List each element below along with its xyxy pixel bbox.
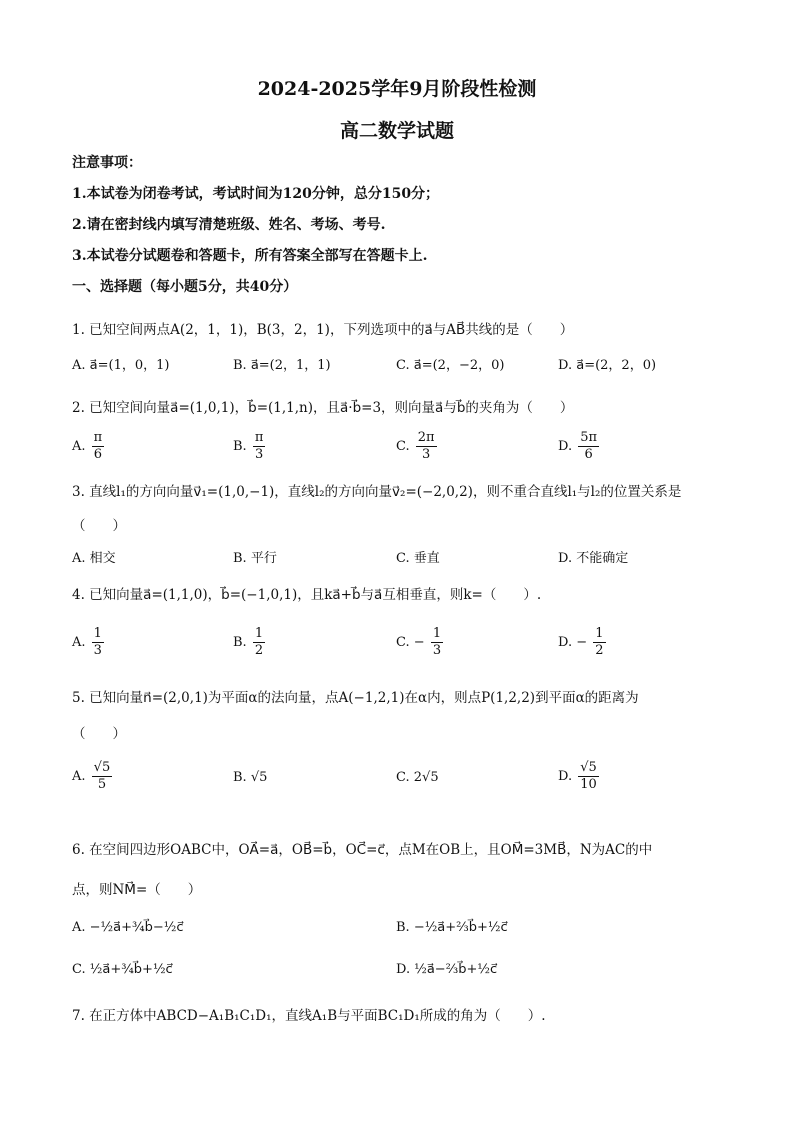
q5-option-c: C. 2√5	[396, 770, 439, 785]
q4-option-a: A. $\frac{1}{3}$	[72, 626, 102, 658]
q1-option-b: B. a⃗=(2，1，1)	[233, 358, 331, 373]
note-item-2: 2.请在密封线内填写清楚班级、姓名、考场、考号.	[72, 217, 386, 233]
q4-option-d: D. − $\frac{1}{2}$	[558, 626, 604, 658]
q6-option-c: C. ½a⃗+¾b⃗+½c⃗	[72, 962, 173, 977]
q2-option-c: C. $\frac{2\pi}{3}$	[396, 430, 435, 462]
q3-option-a: A. 相交	[72, 551, 116, 566]
question-7-stem: 7. 在正方体中ABCD−A₁B₁C₁D₁，直线A₁B与平面BC₁D₁所成的角为（ ）.	[72, 1008, 546, 1024]
q2-option-d: D. $\frac{5\pi}{6}$	[558, 430, 598, 462]
q5-option-a: A. $\frac{√5}{5}$	[72, 760, 111, 792]
q1-option-a: A. a⃗=(1，0，1)	[72, 358, 170, 373]
q4-option-b: B. $\frac{1}{2}$	[233, 626, 264, 658]
section-heading: 一、选择题（每小题5分，共40分）	[72, 279, 298, 295]
question-6-stem: 6. 在空间四边形OABC中，OA⃗=a⃗，OB⃗=b⃗，OC⃗=c⃗，点M在OB上，且OM⃗=3MB⃗，N为AC的中	[72, 842, 653, 858]
exam-subtitle: 高二数学试题	[339, 120, 454, 142]
note-item-3: 3.本试卷分试题卷和答题卡，所有答案全部写在答题卡上.	[72, 248, 428, 264]
q5-option-b: B. √5	[233, 770, 268, 785]
q2-option-b: B. $\frac{\pi}{3}$	[233, 430, 264, 462]
q6-option-b: B. −½a⃗+⅔b⃗+½c⃗	[396, 920, 508, 935]
q6-option-a: A. −½a⃗+¾b⃗−½c⃗	[72, 920, 184, 935]
question-3-stem-cont: （ ）	[72, 518, 126, 534]
q4-option-c: C. − $\frac{1}{3}$	[396, 626, 442, 658]
q2-option-a: A. $\frac{\pi}{6}$	[72, 430, 103, 462]
question-5-stem-cont: （ ）	[72, 726, 126, 742]
q3-option-c: C. 垂直	[396, 551, 440, 566]
note-item-1: 1.本试卷为闭卷考试，考试时间为120分钟，总分150分；	[72, 186, 440, 202]
question-1-stem: 1. 已知空间两点A(2，1，1)，B(3，2，1)，下列选项中的a⃗与AB⃗共线的是（ ）	[72, 322, 574, 338]
q3-option-b: B. 平行	[233, 551, 277, 566]
question-5-stem: 5. 已知向量n⃗=(2,0,1)为平面α的法向量，点A(−1,2,1)在α内，则点P(1,2,2)到平面α的距离为	[72, 690, 639, 706]
q3-option-d: D. 不能确定	[558, 551, 629, 566]
question-3-stem: 3. 直线l₁的方向向量v⃗₁=(1,0,−1)，直线l₂的方向向量v⃗₂=(−2,0,2)，则不重合直线l₁与l₂的位置关系是	[72, 484, 682, 500]
exam-title: 2024-2025学年9月阶段性检测	[257, 78, 537, 100]
question-6-stem-cont: 点，则NM⃗=（ ）	[72, 882, 202, 898]
question-2-stem: 2. 已知空间向量a⃗=(1,0,1)，b⃗=(1,1,n)，且a⃗·b⃗=3，则向量a⃗与b⃗的夹角为（ ）	[72, 400, 574, 416]
q1-option-d: D. a⃗=(2，2，0)	[558, 358, 657, 373]
notes-heading: 注意事项：	[72, 155, 142, 171]
question-4-stem: 4. 已知向量a⃗=(1,1,0)，b⃗=(−1,0,1)，且ka⃗+b⃗与a⃗互相垂直，则k=（ ）.	[72, 587, 542, 603]
q1-option-c: C. a⃗=(2，−2，0)	[396, 358, 505, 373]
q6-option-d: D. ½a⃗−⅔b⃗+½c⃗	[396, 962, 498, 977]
q5-option-d: D. $\frac{√5}{10}$	[558, 760, 597, 792]
